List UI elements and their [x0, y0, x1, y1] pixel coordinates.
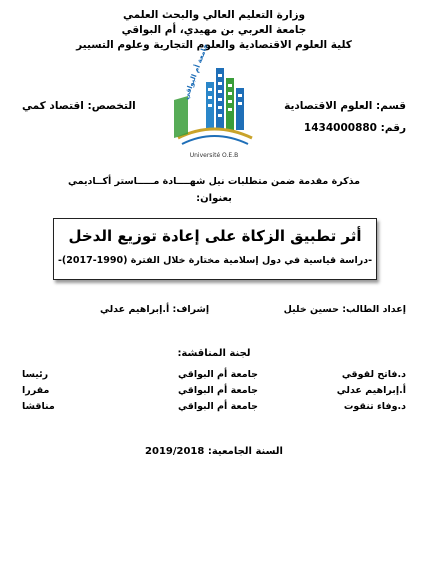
specialty-label: التخصص: اقتصاد كمي — [22, 100, 136, 112]
student-name: إعداد الطالب: حسين خليل — [283, 304, 406, 315]
committee-row — [0, 401, 428, 417]
registration-number: رقم: 1434000880 — [303, 122, 406, 134]
ministry-header — [0, 8, 428, 53]
committee-member-role: مقررا — [22, 385, 50, 396]
by-title-label: بعنوان: — [196, 193, 232, 204]
logo-caption: Université O.E.B — [189, 152, 239, 159]
academic-year: السنة الجامعية: 2019/2018 — [145, 446, 283, 457]
faculty-name: كلية العلوم الاقتصادية والعلوم التجارية وعلوم التسيير — [76, 39, 352, 51]
committee-row — [0, 369, 428, 385]
ministry-name: وزارة التعليم العالي والبحث العلمي — [122, 9, 306, 21]
committee-member-role: مناقشا — [22, 401, 55, 412]
committee-member-name: د.فاتح لقوقي — [341, 369, 406, 380]
committee-member-university: جامعة أم البواقي — [178, 385, 258, 396]
committee-heading: لجنة المناقشة: — [177, 348, 251, 359]
committee-row — [0, 385, 428, 401]
logo-text-line-1: جامعة أم — [191, 42, 210, 74]
thesis-title-box — [53, 218, 377, 280]
supervisor-name: إشراف: أ.إبراهيم عدلي — [100, 304, 210, 315]
thesis-title: أثر تطبيق الزكاة على إعادة توزيع الدخل — [68, 227, 362, 245]
department-label: قسم: العلوم الاقتصادية — [284, 100, 406, 112]
university-name: جامعة العربي بن مهيدي، أم البواقي — [121, 24, 307, 36]
committee-member-name: أ.إبراهيم عدلي — [336, 385, 406, 396]
memo-description: مذكرة مقدمة ضمن متطلبات نيل شهــــادة مـــــاستر أكــاديمي — [67, 176, 361, 187]
university-logo — [168, 42, 260, 168]
committee-member-university: جامعة أم البواقي — [178, 401, 258, 412]
committee-member-name: د.وفاء تنقوت — [343, 401, 406, 412]
thesis-subtitle: -دراسة قياسية في دول إسلامية مختارة خلال الفترة (1990-2017)- — [57, 255, 373, 266]
committee-member-university: جامعة أم البواقي — [178, 369, 258, 380]
committee-member-role: رئيسا — [22, 369, 49, 380]
logo-text-line-2: البواقي — [182, 73, 199, 101]
